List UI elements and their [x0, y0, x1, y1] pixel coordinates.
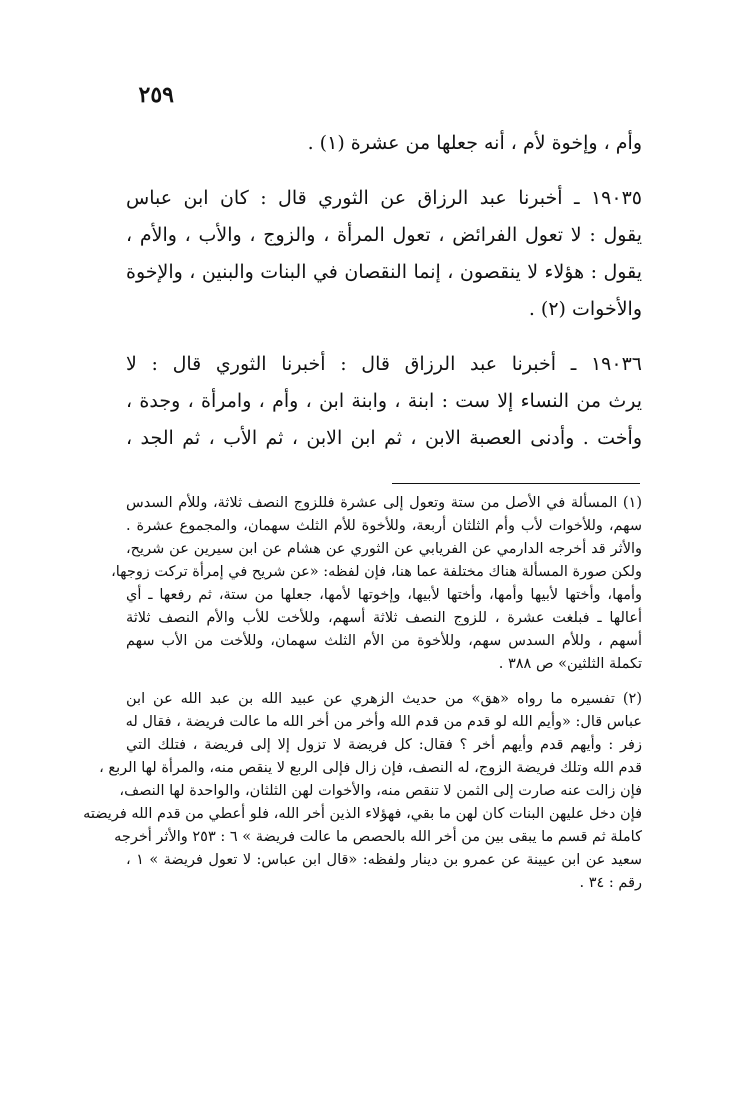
paragraph-gap: [126, 162, 642, 180]
footnote-1: [111, 492, 642, 676]
footnote-line: (٢) تفسيره ما رواه «هق» من حديث الزهري عن عبيد الله بن عبد الله عن ابن: [126, 691, 642, 707]
footnote-divider: [392, 483, 640, 484]
footnotes: [83, 492, 642, 895]
footnote-line: كاملة ثم قسم ما يبقى بين من أخر الله بالحصص ما عالت فريضة » ٦ : ٢٥٣ والأثر أخرجه: [114, 829, 642, 845]
main-text: [126, 125, 642, 457]
footnote-gap: [126, 676, 642, 688]
text-line: والأخوات (٢) .: [528, 298, 642, 320]
text-line: يقول : لا تعول الفرائض ، تعول المرأة ، والزوج ، والأب ، والأم ،: [126, 224, 642, 246]
footnote-line: رقم : ٣٤ .: [579, 875, 642, 891]
footnote-line: والأثر قد أخرجه الدارمي عن الفريابي عن الثوري عن هشام عن ابن سيرين عن شريح،: [126, 541, 642, 557]
footnote-line: أسهم ، وللأم السدس سهم، وللأخوة من الأم الثلث سهمان، وللأخت من الأب سهم: [126, 633, 642, 649]
footnote-line: تكملة الثلثين» ص ٣٨٨ .: [498, 656, 642, 672]
footnote-line: سعيد عن ابن عيينة عن عمرو بن دينار ولفظه: «قال ابن عباس: لا تعول فريضة » ١ ،: [126, 852, 642, 868]
footnote-line: وأمها، وأختها لأبيها وأمها، وأختها لأبيها، وإخوتها لأمها، جعلها من ستة، ثم رفعها ـ أي: [126, 587, 642, 603]
footnote-line: أعالها ـ فبلغت عشرة ، للزوج النصف ثلاثة أسهم، وللأخت للأب والأم النصف ثلاثة: [126, 610, 642, 626]
footnote-line: سهم، وللأخوات لأب وأم الثلثان أربعة، وللأخوة للأم الثلث سهمان، والمجموع عشرة .: [126, 518, 642, 534]
text-line: يرث من النساء إلا ست : ابنة ، وابنة ابن ، وأم ، وامرأة ، وجدة ،: [126, 390, 642, 412]
footnote-line: زفر : وأيهم قدم وأيهم أخر ؟ فقال: كل فريضة لا تزول إلا إلى فريضة ، فتلك التي: [126, 737, 642, 753]
text-line: ١٩٠٣٦ ـ أخبرنا عبد الرزاق قال : أخبرنا الثوري قال : لا: [126, 353, 642, 375]
footnote-line: فإن زالت عنه صارت إلى الثمن لا تنقص منه، والأخوات لهن الثلثان، والواحدة لها النصف،: [119, 783, 642, 799]
footnote-line: عباس قال: «وأيم الله لو قدم من قدم الله وأخر من أخر الله ما عالت فريضة ، فقال له: [125, 714, 642, 730]
footnote-line: قدم الله وتلك فريضة الزوج، له النصف، فإن زال فإلى الربع لا ينقص منه، والمرأة لها الربع ،: [99, 760, 642, 776]
paragraph-gap: [126, 328, 642, 346]
footnote-2: [83, 688, 642, 895]
hadith-19035: [126, 180, 642, 328]
text-line: ١٩٠٣٥ ـ أخبرنا عبد الرزاق عن الثوري قال : كان ابن عباس: [126, 187, 642, 209]
hadith-19036: [126, 346, 642, 457]
footnote-line: فإن دخل عليهن البنات كان لهن ما بقي، فهؤلاء الذين أخر الله، فلو أعطي من قدم الله فريضته: [83, 806, 642, 822]
footnote-line: (١) المسألة في الأصل من ستة وتعول إلى عشرة فللزوج النصف ثلاثة، وللأم السدس: [126, 495, 642, 511]
text-line: وأخت . وأدنى العصبة الابن ، ثم ابن الابن ، ثم الأب ، ثم الجد ،: [126, 427, 642, 449]
page-number: ٢٥٩: [138, 82, 174, 108]
paragraph-continuation: [126, 125, 642, 162]
footnote-line: ولكن صورة المسألة هناك مختلفة عما هنا، فإن لفظه: «عن شريح في إمرأة تركت زوجها،: [111, 564, 642, 580]
text-line: يقول : هؤلاء لا ينقصون ، إنما النقصان في البنات والبنين ، والإخوة: [126, 261, 642, 283]
text-line: وأم ، وإخوة لأم ، أنه جعلها من عشرة (١) .: [307, 132, 642, 154]
